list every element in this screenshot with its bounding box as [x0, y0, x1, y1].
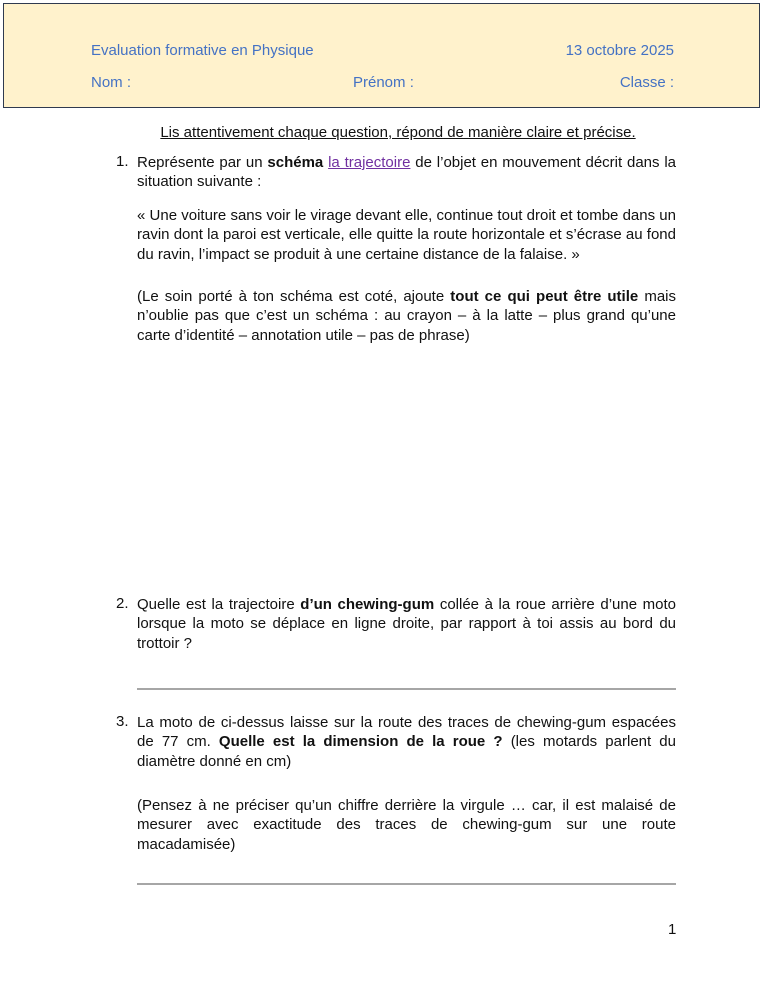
question-1-text	[137, 153, 676, 192]
text: Représente par un	[137, 154, 268, 171]
question-3-note: (Pensez à ne préciser qu’un chiffre derrière la virgule … car, il est malaisé de mesurer avec exactitude des traces de chewing-gum sur une route macadamisée)	[137, 797, 676, 853]
answer-line-2[interactable]	[137, 688, 676, 690]
bold-text: schéma	[267, 154, 324, 171]
bold-text: tout ce qui peut être utile	[450, 288, 639, 305]
document-date: 13 octobre 2025	[565, 42, 674, 59]
question-3-number: 3.	[116, 713, 129, 730]
text: (les motards parlent du diamètre donné en cm)	[137, 733, 676, 770]
classe-label: Classe :	[619, 74, 674, 91]
question-1-number: 1.	[116, 153, 129, 170]
question-2-text	[137, 595, 676, 653]
document-title: Evaluation formative en Physique	[91, 42, 314, 59]
text: mais n’oublie pas que c’est un schéma : au crayon – à la latte – plus grand qu’une carte d’identité – annotation utile – pas de phrase)	[137, 288, 676, 344]
trajectoire-link[interactable]: la trajectoire	[328, 154, 411, 171]
page-number: 1	[668, 921, 677, 938]
question-2-number: 2.	[116, 595, 129, 612]
prenom-label: Prénom :	[353, 74, 414, 91]
bold-text: Quelle est la dimension de la roue ?	[218, 733, 503, 751]
nom-label: Nom :	[91, 74, 132, 91]
text: Quelle est la trajectoire	[137, 596, 301, 613]
text: de l’objet en mouvement décrit dans la situation suivante :	[137, 154, 677, 191]
question-1-note	[137, 287, 676, 345]
text: collée à la roue arrière d’une moto lorsque la moto se déplace en ligne droite, par rapport à toi assis au bord du trottoir ?	[137, 596, 677, 652]
question-1-quote: « Une voiture sans voir le virage devant elle, continue tout droit et tombe dans un ravin dont la paroi est verticale, elle quitte la route horizontale et s’écrase au fond du ravin, l’impact se produit à une certaine distance de la falaise. »	[137, 207, 676, 263]
instruction: Lis attentivement chaque question, répond de manière claire et précise.	[160, 124, 636, 141]
text: La moto de ci-dessus laisse sur la route des traces de chewing-gum espacées de 77 cm.	[137, 714, 676, 751]
bold-text: d’un chewing-gum	[300, 596, 435, 613]
header-box	[3, 3, 760, 108]
text: (Le soin porté à ton schéma est coté, ajoute	[137, 288, 451, 305]
question-3-text	[137, 713, 676, 771]
answer-line-3[interactable]	[137, 883, 676, 885]
